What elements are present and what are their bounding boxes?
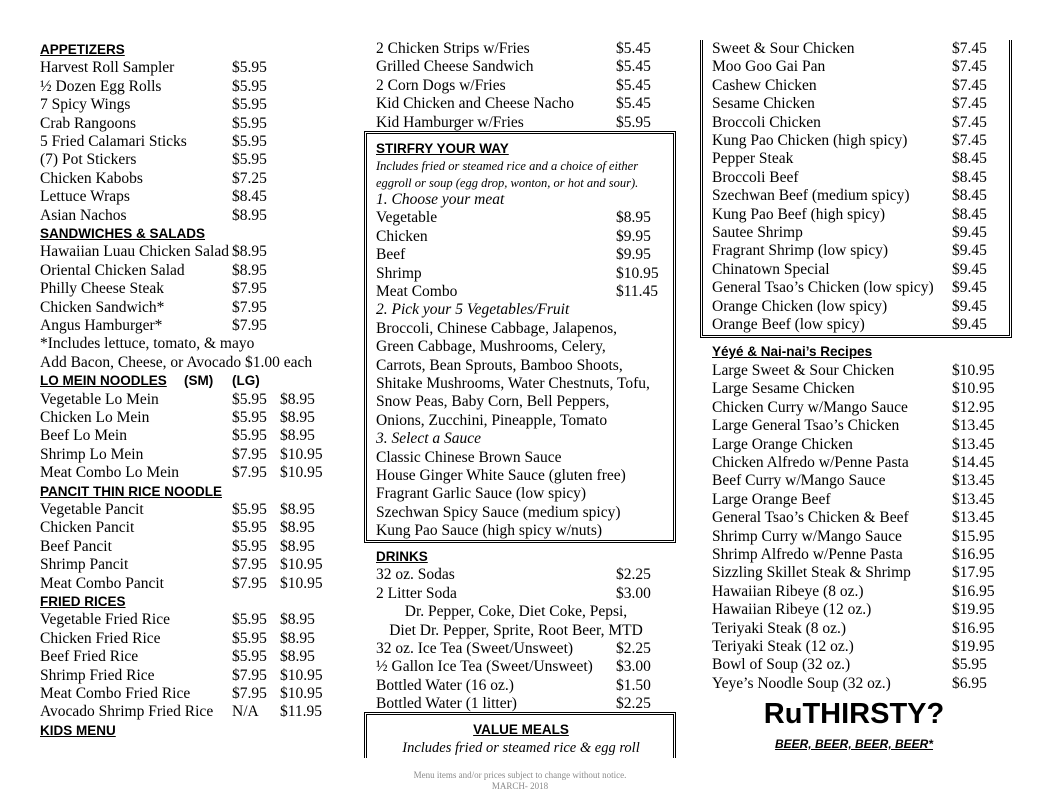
item-price: $7.25 bbox=[232, 169, 267, 187]
item-name: Shrimp Pancit bbox=[40, 556, 129, 574]
kids-menu-heading: KIDS MENU bbox=[40, 722, 116, 738]
veg-line: Shitake Mushrooms, Water Chestnuts, Tofu, bbox=[376, 375, 650, 392]
item-price: $9.45 bbox=[952, 316, 987, 333]
item-price: $13.45 bbox=[952, 435, 995, 453]
step-sauce: 3. Select a Sauce bbox=[376, 430, 482, 448]
recipe-row bbox=[712, 601, 1002, 619]
item-name: Large Orange Beef bbox=[712, 490, 831, 508]
item-name: Vegetable Lo Mein bbox=[40, 390, 159, 408]
item-price: $1.50 bbox=[616, 676, 651, 694]
pancit-row bbox=[40, 575, 340, 593]
item-price: $7.45 bbox=[952, 132, 987, 149]
kids-row bbox=[376, 40, 666, 58]
sauce-line: Fragrant Garlic Sauce (low spicy) bbox=[376, 485, 587, 503]
item-price: $19.95 bbox=[952, 601, 995, 619]
drink-row bbox=[376, 566, 666, 584]
entree-row bbox=[712, 279, 1002, 297]
size-small-label: (SM) bbox=[184, 373, 214, 389]
entree-row bbox=[712, 224, 1002, 242]
item-name: Shrimp bbox=[376, 264, 422, 282]
item-name: Broccoli Chicken bbox=[712, 113, 821, 131]
recipe-row bbox=[712, 638, 1002, 656]
item-price-large: $11.95 bbox=[280, 703, 323, 721]
item-price: $16.95 bbox=[952, 619, 995, 637]
fried-rice-heading: FRIED RICES bbox=[40, 594, 126, 609]
recipe-row bbox=[712, 436, 1002, 454]
item-name: Teriyaki Steak (8 oz.) bbox=[712, 619, 847, 637]
item-name: Meat Combo Lo Mein bbox=[40, 464, 180, 482]
kids-row bbox=[376, 77, 666, 95]
item-price-small: $5.95 bbox=[232, 390, 267, 408]
item-price: $2.25 bbox=[616, 695, 651, 713]
item-name: 2 Corn Dogs w/Fries bbox=[376, 76, 506, 94]
column-right bbox=[712, 0, 1012, 760]
item-price-small: $7.95 bbox=[232, 685, 267, 702]
lomein-row bbox=[40, 464, 340, 482]
item-price: $5.95 bbox=[232, 114, 267, 132]
item-price: $9.95 bbox=[616, 227, 651, 245]
item-price: $3.00 bbox=[616, 658, 651, 676]
item-name: Chicken Sandwich* bbox=[40, 298, 165, 316]
item-name: Sesame Chicken bbox=[712, 95, 815, 113]
footer-date: MARCH- 2018 bbox=[491, 781, 549, 791]
item-price-large: $8.95 bbox=[280, 648, 315, 666]
item-name: Orange Chicken (low spicy) bbox=[712, 297, 888, 315]
item-price: $13.45 bbox=[952, 509, 995, 527]
item-price: $16.95 bbox=[952, 545, 995, 563]
item-price-small: $5.95 bbox=[232, 629, 267, 647]
item-price: $8.95 bbox=[616, 209, 651, 227]
value-meals-heading: VALUE MEALS bbox=[473, 722, 569, 737]
item-name: Chicken Kabobs bbox=[40, 169, 143, 187]
lomein-row bbox=[40, 391, 340, 409]
appetizer-row bbox=[40, 96, 340, 114]
item-name: Shrimp Lo Mein bbox=[40, 445, 144, 463]
item-name: 7 Spicy Wings bbox=[40, 96, 131, 114]
drink-row bbox=[376, 677, 666, 695]
fried-rice-row bbox=[40, 703, 340, 721]
recipe-row bbox=[712, 528, 1002, 546]
entree-row bbox=[712, 114, 1002, 132]
item-name: ½ Dozen Egg Rolls bbox=[40, 77, 162, 95]
item-price: $8.45 bbox=[952, 168, 987, 186]
item-price: $5.95 bbox=[232, 151, 267, 169]
recipe-row bbox=[712, 509, 1002, 527]
item-name: Chicken bbox=[376, 227, 428, 245]
stirfry-box bbox=[364, 131, 676, 543]
appetizers-heading: APPETIZERS bbox=[40, 42, 125, 57]
item-name: Chicken Fried Rice bbox=[40, 629, 161, 647]
item-price: $9.95 bbox=[616, 246, 651, 264]
item-price: $7.45 bbox=[952, 76, 987, 94]
drinks-heading: DRINKS bbox=[376, 549, 428, 564]
item-name: Chicken Pancit bbox=[40, 519, 135, 537]
appetizer-row bbox=[40, 59, 340, 77]
kids-row bbox=[376, 114, 666, 132]
lomein-row bbox=[40, 446, 340, 464]
appetizer-row bbox=[40, 170, 340, 188]
item-price: $17.95 bbox=[952, 564, 995, 582]
lomein-row bbox=[40, 409, 340, 427]
item-price: $10.95 bbox=[952, 361, 995, 379]
item-price-large: $8.95 bbox=[280, 519, 315, 537]
item-price: $9.45 bbox=[952, 297, 987, 315]
entree-row bbox=[712, 206, 1002, 224]
pancit-row bbox=[40, 538, 340, 556]
recipes-heading: Yéyé & Nai-nai’s Recipes bbox=[712, 344, 873, 359]
veg-line: Carrots, Bean Sprouts, Bamboo Shoots, bbox=[376, 356, 623, 374]
item-name: Beef Fried Rice bbox=[40, 648, 139, 666]
fried-rice-row bbox=[40, 685, 340, 703]
item-price-small: $5.95 bbox=[232, 409, 267, 426]
soda-list: Dr. Pepper, Coke, Diet Coke, Pepsi, bbox=[404, 603, 628, 621]
recipe-row bbox=[712, 472, 1002, 490]
value-meals-desc: Includes fried or steamed rice & egg roll bbox=[402, 740, 640, 756]
kids-row bbox=[376, 58, 666, 76]
item-name: Yeye’s Noodle Soup (32 oz.) bbox=[712, 674, 891, 692]
recipe-row bbox=[712, 564, 1002, 582]
drink-row bbox=[376, 640, 666, 658]
item-name: Vegetable Fried Rice bbox=[40, 611, 170, 629]
item-price-large: $10.95 bbox=[280, 666, 323, 684]
pancit-row bbox=[40, 501, 340, 519]
item-name: Bowl of Soup (32 oz.) bbox=[712, 656, 851, 674]
item-price-small: $7.95 bbox=[232, 464, 267, 482]
item-price-large: $10.95 bbox=[280, 574, 323, 592]
item-price-large: $8.95 bbox=[280, 409, 315, 426]
item-name: Chicken Alfredo w/Penne Pasta bbox=[712, 453, 909, 471]
pancit-row bbox=[40, 519, 340, 537]
item-price: $8.95 bbox=[232, 261, 267, 279]
item-name: Orange Beef (low spicy) bbox=[712, 316, 865, 333]
item-name: Lettuce Wraps bbox=[40, 188, 130, 206]
item-price-large: $10.95 bbox=[280, 556, 323, 574]
recipe-row bbox=[712, 656, 1002, 674]
item-price: $10.95 bbox=[952, 380, 995, 398]
recipe-row bbox=[712, 454, 1002, 472]
item-name: Beef Lo Mein bbox=[40, 427, 127, 445]
item-name: Oriental Chicken Salad bbox=[40, 261, 185, 279]
item-name: Shrimp Curry w/Mango Sauce bbox=[712, 527, 902, 545]
item-price: $7.45 bbox=[952, 113, 987, 131]
item-price-large: $10.95 bbox=[280, 464, 323, 482]
item-name: Kid Chicken and Cheese Nacho bbox=[376, 95, 574, 113]
item-name: Grilled Cheese Sandwich bbox=[376, 58, 534, 76]
item-price: $5.95 bbox=[616, 113, 651, 131]
item-price: $11.45 bbox=[616, 283, 659, 300]
entree-row bbox=[712, 150, 1002, 168]
item-name: Pepper Steak bbox=[712, 150, 794, 168]
item-name: 5 Fried Calamari Sticks bbox=[40, 133, 187, 150]
item-name: Vegetable Pancit bbox=[40, 501, 144, 518]
item-price: $7.45 bbox=[952, 95, 987, 113]
item-price: $13.45 bbox=[952, 472, 995, 490]
item-price: $9.45 bbox=[952, 279, 987, 297]
item-name: Large Orange Chicken bbox=[712, 435, 853, 453]
item-price: $13.45 bbox=[952, 417, 995, 435]
entree-row bbox=[712, 58, 1002, 76]
addon-note: Add Bacon, Cheese, or Avocado $1.00 each bbox=[40, 353, 313, 371]
item-price: $8.95 bbox=[232, 243, 267, 261]
fried-rice-row bbox=[40, 630, 340, 648]
item-name: General Tsao’s Chicken & Beef bbox=[712, 509, 909, 527]
item-name: Shrimp Alfredo w/Penne Pasta bbox=[712, 545, 903, 563]
recipe-row bbox=[712, 675, 1002, 693]
item-price: $8.45 bbox=[952, 150, 987, 168]
entree-row bbox=[712, 187, 1002, 205]
veg-line: Snow Peas, Baby Corn, Bell Peppers, bbox=[376, 393, 610, 411]
entree-row bbox=[712, 169, 1002, 187]
sandwiches-heading: SANDWICHES & SALADS bbox=[40, 226, 206, 241]
item-price: $10.95 bbox=[616, 264, 659, 282]
recipe-row bbox=[712, 583, 1002, 601]
appetizer-row bbox=[40, 78, 340, 96]
item-name: Teriyaki Steak (12 oz.) bbox=[712, 637, 854, 655]
footer-disclaimer: Menu items and/or prices subject to change without notice. bbox=[413, 770, 627, 780]
ruthirsty-title: RuTHIRSTY? bbox=[763, 698, 945, 730]
item-price: $5.45 bbox=[616, 95, 651, 113]
item-name: Cashew Chicken bbox=[712, 76, 817, 94]
item-price-small: $7.95 bbox=[232, 574, 267, 592]
sandwich-row bbox=[40, 243, 340, 261]
item-price-large: $8.95 bbox=[280, 390, 315, 408]
item-price: $19.95 bbox=[952, 637, 995, 655]
appetizer-row bbox=[40, 115, 340, 133]
item-price: $5.45 bbox=[616, 76, 651, 94]
item-name: Avocado Shrimp Fried Rice bbox=[40, 703, 214, 721]
item-price: $13.45 bbox=[952, 490, 995, 508]
item-price: $5.45 bbox=[616, 40, 651, 57]
size-large-label: (LG) bbox=[232, 373, 260, 389]
item-name: Large Sweet & Sour Chicken bbox=[712, 361, 895, 379]
item-name: 32 oz. Sodas bbox=[376, 566, 455, 584]
column-left bbox=[40, 0, 340, 760]
fried-rice-row bbox=[40, 667, 340, 685]
item-name: Shrimp Fried Rice bbox=[40, 666, 155, 684]
item-price: $5.95 bbox=[232, 96, 267, 114]
item-name: Chicken Lo Mein bbox=[40, 409, 150, 426]
item-price: $7.95 bbox=[232, 280, 267, 298]
sauce-line: Szechwan Spicy Sauce (medium spicy) bbox=[376, 503, 621, 521]
item-price: $12.95 bbox=[952, 398, 995, 416]
sauce-line: Classic Chinese Brown Sauce bbox=[376, 448, 562, 466]
item-price: $8.45 bbox=[952, 187, 987, 205]
recipe-row bbox=[712, 380, 1002, 398]
item-price-large: $8.95 bbox=[280, 427, 315, 445]
pancit-row bbox=[40, 556, 340, 574]
veg-line: Broccoli, Chinese Cabbage, Jalapenos, bbox=[376, 319, 618, 337]
sandwich-row bbox=[40, 317, 340, 335]
item-name: 32 oz. Ice Tea (Sweet/Unsweet) bbox=[376, 640, 574, 657]
item-price-small: $7.95 bbox=[232, 445, 267, 463]
veg-line: Green Cabbage, Mushrooms, Celery, bbox=[376, 338, 606, 356]
stirfry-desc: eggroll or soup (egg drop, wonton, or hot and sour). bbox=[376, 175, 639, 190]
fried-rice-row bbox=[40, 611, 340, 629]
item-name: Hawaiian Luau Chicken Salad bbox=[40, 243, 229, 261]
item-price: $5.45 bbox=[616, 58, 651, 76]
item-price: $5.95 bbox=[232, 77, 267, 95]
item-price-small: N/A bbox=[232, 703, 259, 721]
sandwich-row bbox=[40, 299, 340, 317]
item-name: Large Sesame Chicken bbox=[712, 380, 855, 398]
item-name: Bottled Water (16 oz.) bbox=[376, 676, 514, 694]
lomein-row bbox=[40, 427, 340, 445]
item-price: $5.95 bbox=[952, 656, 987, 674]
appetizer-row bbox=[40, 133, 340, 151]
item-price: $5.95 bbox=[232, 133, 267, 150]
item-price: $6.95 bbox=[952, 674, 987, 692]
item-name: Meat Combo bbox=[376, 283, 458, 300]
item-name: Harvest Roll Sampler bbox=[40, 59, 175, 77]
item-price: $8.45 bbox=[232, 188, 267, 206]
item-price-small: $5.95 bbox=[232, 427, 267, 445]
entree-row bbox=[712, 77, 1002, 95]
item-name: ½ Gallon Ice Tea (Sweet/Unsweet) bbox=[376, 658, 593, 676]
item-name: Chicken Curry w/Mango Sauce bbox=[712, 398, 908, 416]
item-name: Bottled Water (1 litter) bbox=[376, 695, 517, 713]
item-name: General Tsao’s Chicken (low spicy) bbox=[712, 279, 934, 297]
item-name: Sweet & Sour Chicken bbox=[712, 40, 855, 57]
sandwich-note: *Includes lettuce, tomato, & mayo bbox=[40, 335, 255, 353]
item-name: Chinatown Special bbox=[712, 260, 830, 278]
item-price: $16.95 bbox=[952, 582, 995, 600]
recipe-row bbox=[712, 491, 1002, 509]
item-price-large: $10.95 bbox=[280, 685, 323, 702]
item-name: Vegetable bbox=[376, 209, 438, 227]
item-name: Beef bbox=[376, 246, 406, 264]
sauce-line: Kung Pao Sauce (high spicy w/nuts) bbox=[376, 522, 603, 540]
item-price-small: $5.95 bbox=[232, 519, 267, 537]
item-price: $9.45 bbox=[952, 224, 987, 241]
item-price-large: $8.95 bbox=[280, 501, 315, 518]
item-name: Philly Cheese Steak bbox=[40, 280, 164, 298]
item-price-small: $5.95 bbox=[232, 648, 267, 666]
item-name: Crab Rangoons bbox=[40, 114, 137, 132]
entree-row bbox=[712, 132, 1002, 150]
item-price: $7.45 bbox=[952, 58, 987, 76]
item-name: Large General Tsao’s Chicken bbox=[712, 417, 900, 435]
appetizer-row bbox=[40, 188, 340, 206]
item-price-small: $5.95 bbox=[232, 537, 267, 555]
item-name: Angus Hamburger* bbox=[40, 317, 163, 334]
fried-rice-row bbox=[40, 648, 340, 666]
item-price: $8.45 bbox=[952, 205, 987, 223]
item-price-small: $5.95 bbox=[232, 501, 267, 518]
recipe-row bbox=[712, 399, 1002, 417]
item-price-small: $7.95 bbox=[232, 556, 267, 574]
recipe-row bbox=[712, 546, 1002, 564]
sauce-line: House Ginger White Sauce (gluten free) bbox=[376, 467, 626, 484]
stirfry-desc: Includes fried or steamed rice and a choice of either bbox=[376, 159, 639, 173]
item-price: $9.45 bbox=[952, 242, 987, 260]
beer-tagline: BEER, BEER, BEER, BEER* bbox=[774, 737, 934, 751]
item-price: $8.95 bbox=[232, 206, 267, 224]
item-name: Hawaiian Ribeye (8 oz.) bbox=[712, 582, 864, 600]
item-name: Asian Nachos bbox=[40, 206, 127, 224]
recipe-row bbox=[712, 417, 1002, 435]
item-price-small: $7.95 bbox=[232, 666, 267, 684]
recipe-row bbox=[712, 620, 1002, 638]
item-price: $15.95 bbox=[952, 527, 995, 545]
soda-list: Diet Dr. Pepper, Sprite, Root Beer, MTD bbox=[389, 621, 643, 639]
item-price: $2.25 bbox=[616, 640, 651, 657]
item-price: $14.45 bbox=[952, 453, 995, 471]
drink-row bbox=[376, 658, 666, 676]
item-name: 2 Litter Soda bbox=[376, 584, 457, 602]
item-name: Meat Combo Pancit bbox=[40, 574, 164, 592]
item-price: $2.25 bbox=[616, 566, 651, 584]
kids-row bbox=[376, 95, 666, 113]
item-price-large: $8.95 bbox=[280, 537, 315, 555]
entree-row bbox=[712, 95, 1002, 113]
entree-row bbox=[712, 316, 1002, 334]
item-price: $9.45 bbox=[952, 260, 987, 278]
recipe-row bbox=[712, 362, 1002, 380]
lomein-heading: LO MEIN NOODLES bbox=[40, 373, 167, 389]
item-price-large: $10.95 bbox=[280, 445, 323, 463]
item-name: (7) Pot Stickers bbox=[40, 151, 137, 169]
appetizer-row bbox=[40, 151, 340, 169]
item-name: Moo Goo Gai Pan bbox=[712, 58, 826, 76]
item-price: $3.00 bbox=[616, 584, 651, 602]
item-name: Sautee Shrimp bbox=[712, 224, 803, 241]
appetizer-row bbox=[40, 207, 340, 225]
item-price-large: $8.95 bbox=[280, 629, 315, 647]
item-name: Sizzling Skillet Steak & Shrimp bbox=[712, 564, 911, 582]
item-price-large: $8.95 bbox=[280, 611, 315, 629]
item-name: 2 Chicken Strips w/Fries bbox=[376, 40, 530, 57]
value-meals-box bbox=[364, 712, 676, 758]
item-name: Meat Combo Fried Rice bbox=[40, 685, 191, 702]
entree-row bbox=[712, 298, 1002, 316]
item-name: Kid Hamburger w/Fries bbox=[376, 113, 524, 131]
drink-row bbox=[376, 695, 666, 713]
item-name: Kung Pao Chicken (high spicy) bbox=[712, 132, 908, 149]
item-name: Kung Pao Beef (high spicy) bbox=[712, 205, 886, 223]
item-price-small: $5.95 bbox=[232, 611, 267, 629]
drink-row bbox=[376, 585, 666, 603]
item-name: Fragrant Shrimp (low spicy) bbox=[712, 242, 889, 260]
step-veg: 2. Pick your 5 Vegetables/Fruit bbox=[376, 301, 570, 319]
entree-row bbox=[712, 261, 1002, 279]
item-name: Szechwan Beef (medium spicy) bbox=[712, 187, 910, 205]
sandwich-row bbox=[40, 262, 340, 280]
item-price: $7.95 bbox=[232, 317, 267, 334]
entree-row bbox=[712, 242, 1002, 260]
item-name: Beef Curry w/Mango Sauce bbox=[712, 472, 886, 490]
step-meat: 1. Choose your meat bbox=[376, 191, 505, 208]
stirfry-heading: STIRFRY YOUR WAY bbox=[376, 141, 509, 156]
pancit-heading: PANCIT THIN RICE NOODLE bbox=[40, 483, 222, 499]
veg-line: Onions, Zucchini, Pineapple, Tomato bbox=[376, 411, 608, 429]
item-name: Broccoli Beef bbox=[712, 168, 799, 186]
sandwich-row bbox=[40, 280, 340, 298]
entree-row bbox=[712, 40, 1002, 58]
item-name: Beef Pancit bbox=[40, 537, 112, 555]
item-name: Hawaiian Ribeye (12 oz.) bbox=[712, 601, 872, 619]
item-price: $7.45 bbox=[952, 40, 987, 57]
item-price: $5.95 bbox=[232, 59, 267, 77]
item-price: $7.95 bbox=[232, 298, 267, 316]
